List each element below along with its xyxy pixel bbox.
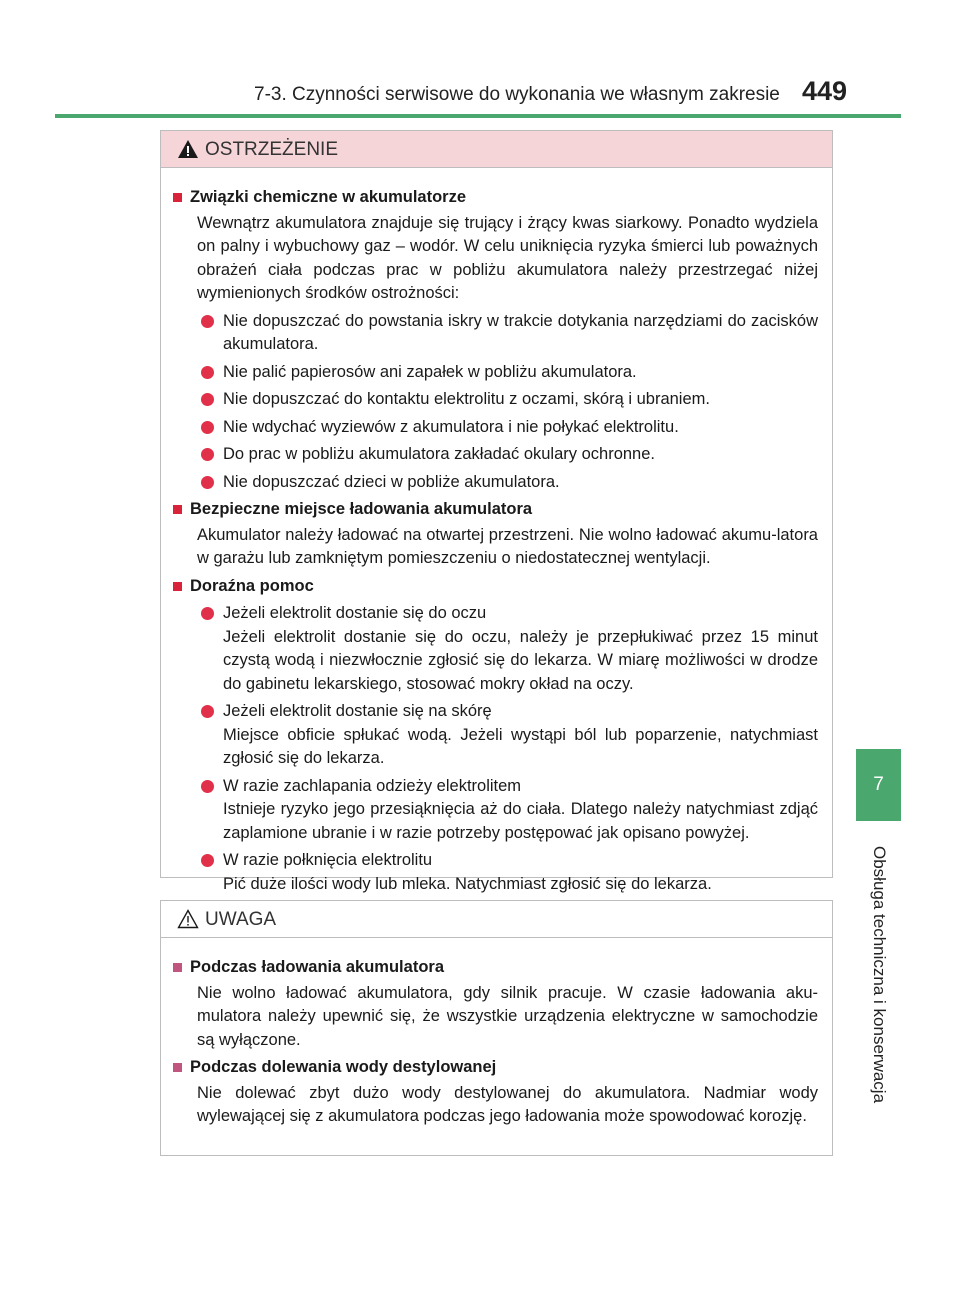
section-text: Nie dolewać zbyt dużo wody destylowanej do akumulatora. Nadmiar wody wylewającej się z akumulatora podczas jego ładowania może spowodować korozję.: [197, 1083, 818, 1125]
list-item: Do prac w pobliżu akumulatora zakładać okulary ochronne.: [197, 443, 818, 467]
dot-bullet-icon: [201, 476, 214, 489]
square-bullet-icon: [173, 582, 182, 591]
square-bullet-icon: [173, 1063, 182, 1072]
dot-bullet-icon: [201, 315, 214, 328]
notice-box: [160, 900, 833, 1156]
square-bullet-icon: [173, 193, 182, 202]
dot-bullet-icon: [201, 421, 214, 434]
section-text: Wewnątrz akumulatora znajduje się trujący i żrący kwas siarkowy. Ponadto wydziela on palny i wybuchowy gaz – wodór. W celu uniknięcia ryzyka śmierci lub poważnych obrażeń ciała podczas prac w pobliżu akumulatora należy przestrzegać niżej wymienionych środków ostrożności:: [197, 213, 818, 302]
list-item: Nie wdychać wyziewów z akumulatora i nie połykać elektrolitu.: [197, 416, 818, 440]
list-item: W razie zachlapania odzieży elektrolitem Istnieje ryzyko jego przesiąknięcia aż do ciała. Dlatego należy natychmiast zdjąć zaplamione ubranie i w razie potrzeby postępować jak opisano powyżej.: [197, 775, 818, 846]
section-heading: Związki chemiczne w akumulatorze: [173, 186, 818, 210]
list-item: Nie dopuszczać do kontaktu elektrolitu z oczami, skórą i ubraniem.: [197, 388, 818, 412]
section-heading: Podczas dolewania wody destylowanej: [173, 1056, 818, 1080]
warning-box: [160, 130, 833, 893]
list-item: Nie palić papierosów ani zapałek w pobliżu akumulatora.: [197, 361, 818, 385]
section-text: Nie wolno ładować akumulatora, gdy silnik pracuje. W czasie ładowania aku-mulatora należy upewnić się, że wszystkie urządzenia elektryczne w samochodzie są wyłączone.: [197, 983, 818, 1049]
dot-bullet-icon: [201, 607, 214, 620]
section-heading: Bezpieczne miejsce ładowania akumulatora: [173, 498, 818, 522]
list-item: Nie dopuszczać dzieci w pobliże akumulatora.: [197, 471, 818, 495]
page-number: 449: [802, 76, 848, 106]
list-item: W razie połknięcia elektrolitu Pić duże ilości wody lub mleka. Natychmiast zgłosić się do lekarza.: [197, 849, 818, 896]
notice-title: UWAGA: [205, 909, 277, 930]
dot-bullet-icon: [201, 393, 214, 406]
list-item: Nie dopuszczać do powstania iskry w trakcie dotykania narzędziami do zacisków akumulatora.: [197, 310, 818, 357]
warning-header: [161, 131, 832, 168]
list-item: Jeżeli elektrolit dostanie się na skórę Miejsce obficie spłukać wodą. Jeżeli wystąpi ból lub poparzenie, natychmiast zgłosić się do lekarza.: [197, 700, 818, 771]
caution-triangle-icon: [177, 909, 199, 929]
running-header: 7-3. Czynności serwisowe do wykonania we własnym zakresie: [254, 84, 780, 105]
chapter-title: Obsługa techniczna i konserwacja: [870, 846, 889, 1104]
dot-bullet-icon: [201, 705, 214, 718]
section-text: Akumulator należy ładować na otwartej przestrzeni. Nie wolno ładować akumu-latora w garażu lub zamkniętym pomieszczeniu o niedostatecznej wentylacji.: [197, 525, 818, 567]
header-rule: [55, 114, 901, 118]
warning-title: OSTRZEŻENIE: [205, 139, 339, 160]
chapter-tab: 7: [856, 749, 901, 821]
square-bullet-icon: [173, 963, 182, 972]
dot-bullet-icon: [201, 854, 214, 867]
dot-bullet-icon: [201, 780, 214, 793]
list-item: Jeżeli elektrolit dostanie się do oczu Jeżeli elektrolit dostanie się do oczu, należy je przepłukiwać przez 15 minut czystą wodą i niezwłocznie zgłosić się do lekarza. W miarę możliwości w drodze do gabinetu lekarskiego, stosować mokry okład na oczy.: [197, 602, 818, 696]
dot-bullet-icon: [201, 366, 214, 379]
section-heading: Podczas ładowania akumulatora: [173, 956, 818, 980]
notice-header: [161, 901, 832, 938]
dot-bullet-icon: [201, 448, 214, 461]
section-heading: Doraźna pomoc: [173, 575, 818, 599]
square-bullet-icon: [173, 505, 182, 514]
warning-triangle-icon: [177, 139, 199, 159]
